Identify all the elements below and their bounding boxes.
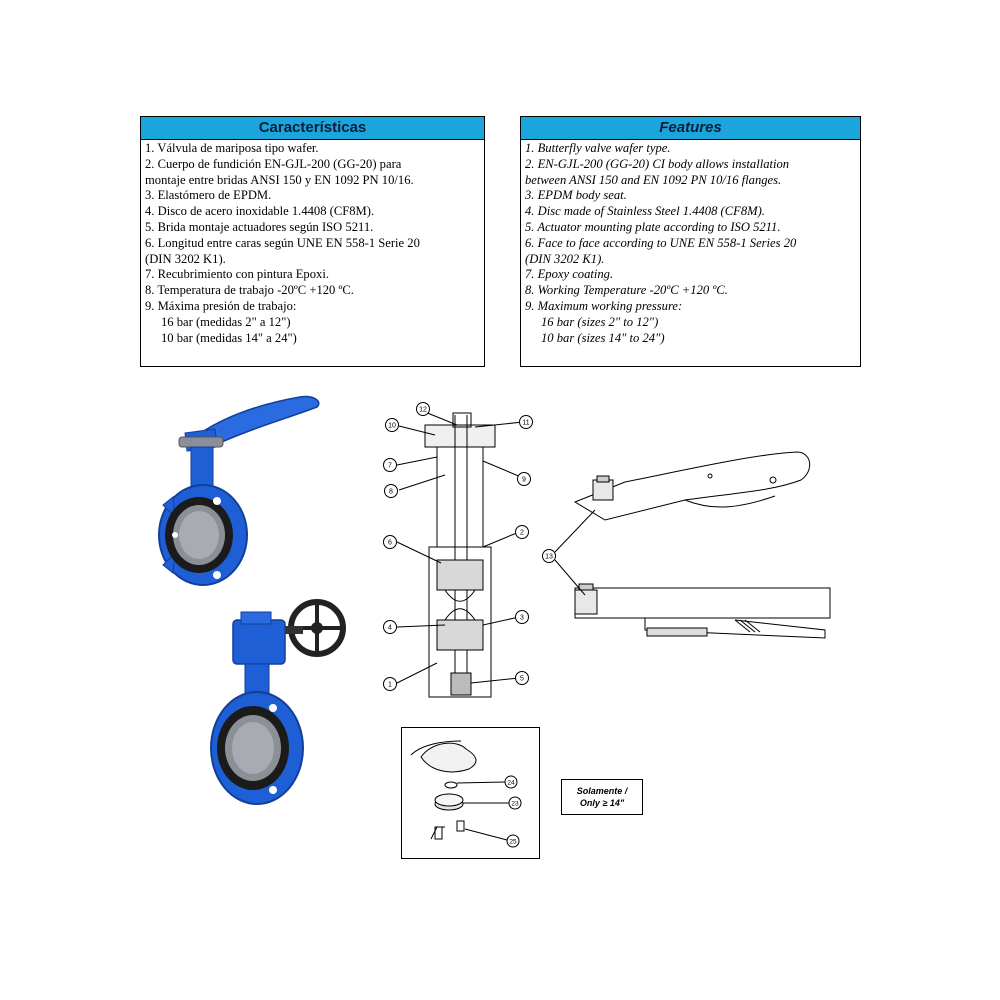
callout-24: 24	[507, 779, 515, 787]
spanish-item: 10 bar (medidas 14" a 24")	[161, 330, 297, 345]
callout-12: 12	[419, 406, 427, 414]
callout-25: 25	[509, 838, 517, 846]
english-item: 16 bar (sizes 2" to 12")	[541, 314, 659, 329]
spanish-item: 4. Disco de acero inoxidable 1.4408 (CF8M).	[145, 204, 375, 219]
spanish-item: 1. Válvula de mariposa tipo wafer.	[145, 141, 319, 155]
callout-4: 4	[388, 624, 392, 632]
spanish-features-list	[141, 140, 484, 346]
spanish-item: 5. Brida montaje actuadores según ISO 5211.	[145, 219, 374, 234]
english-features-title: Features	[521, 117, 860, 140]
english-item: 6. Face to face according to UNE EN 558-1 Series 20	[525, 235, 797, 250]
callout-2: 2	[520, 529, 524, 537]
callout-3: 3	[520, 614, 524, 622]
english-item: 9. Maximum working pressure:	[525, 298, 683, 313]
detail-drawing-box	[401, 727, 541, 860]
english-item: 7. Epoxy coating.	[525, 267, 614, 282]
english-item: 2. EN-GJL-200 (GG-20) CI body allows installation	[525, 156, 790, 171]
spanish-features-box	[140, 116, 485, 367]
english-item: 8. Working Temperature -20ºC +120 ºC.	[525, 283, 728, 298]
only-size-note-line1: Solamente /	[576, 786, 628, 796]
english-features-list	[521, 140, 860, 346]
spanish-item: 9. Máxima presión de trabajo:	[145, 298, 297, 313]
callout-8: 8	[389, 488, 393, 496]
spanish-item: 2. Cuerpo de fundición EN-GJL-200 (GG-20) para	[145, 156, 402, 171]
english-item: between ANSI 150 and EN 1092 PN 10/16 flanges.	[525, 172, 782, 187]
callout-23: 23	[511, 800, 519, 808]
spanish-features-title: Características	[141, 117, 484, 140]
spanish-item: montaje entre bridas ANSI 150 y EN 1092 PN 10/16.	[145, 172, 414, 187]
callout-5: 5	[520, 675, 524, 683]
callout-9: 9	[522, 476, 526, 484]
only-size-note-line2: Only ≥ 14"	[579, 798, 625, 808]
spanish-item: 3. Elastómero de EPDM.	[145, 188, 272, 203]
english-item: 1. Butterfly valve wafer type.	[525, 141, 671, 155]
spanish-item: 7. Recubrimiento con pintura Epoxi.	[145, 267, 329, 282]
only-size-note	[561, 779, 643, 815]
spanish-item: 8. Temperatura de trabajo -20ºC +120 ºC.	[145, 283, 354, 298]
english-item: 10 bar (sizes 14" to 24")	[541, 330, 665, 345]
english-features-box	[520, 116, 861, 367]
english-item: 5. Actuator mounting plate according to ISO 5211.	[525, 219, 781, 234]
spanish-item: (DIN 3202 K1).	[145, 251, 226, 266]
callout-13: 13	[545, 553, 553, 561]
callout-11: 11	[522, 419, 530, 427]
spanish-item: 6. Longitud entre caras según UNE EN 558-1 Serie 20	[145, 235, 420, 250]
english-item: 4. Disc made of Stainless Steel 1.4408 (CF8M).	[525, 204, 765, 219]
callout-1: 1	[388, 681, 392, 689]
spanish-item: 16 bar (medidas 2" a 12")	[161, 314, 291, 329]
callout-7: 7	[388, 462, 392, 470]
lever-valve-image	[155, 385, 330, 605]
english-item: (DIN 3202 K1).	[525, 251, 605, 266]
callout-6: 6	[388, 539, 392, 547]
gear-valve-image	[205, 590, 355, 815]
handle-drawing	[535, 440, 850, 655]
callout-10: 10	[388, 422, 396, 430]
valve-section-drawing	[375, 395, 545, 715]
english-item: 3. EPDM body seat.	[525, 188, 627, 203]
